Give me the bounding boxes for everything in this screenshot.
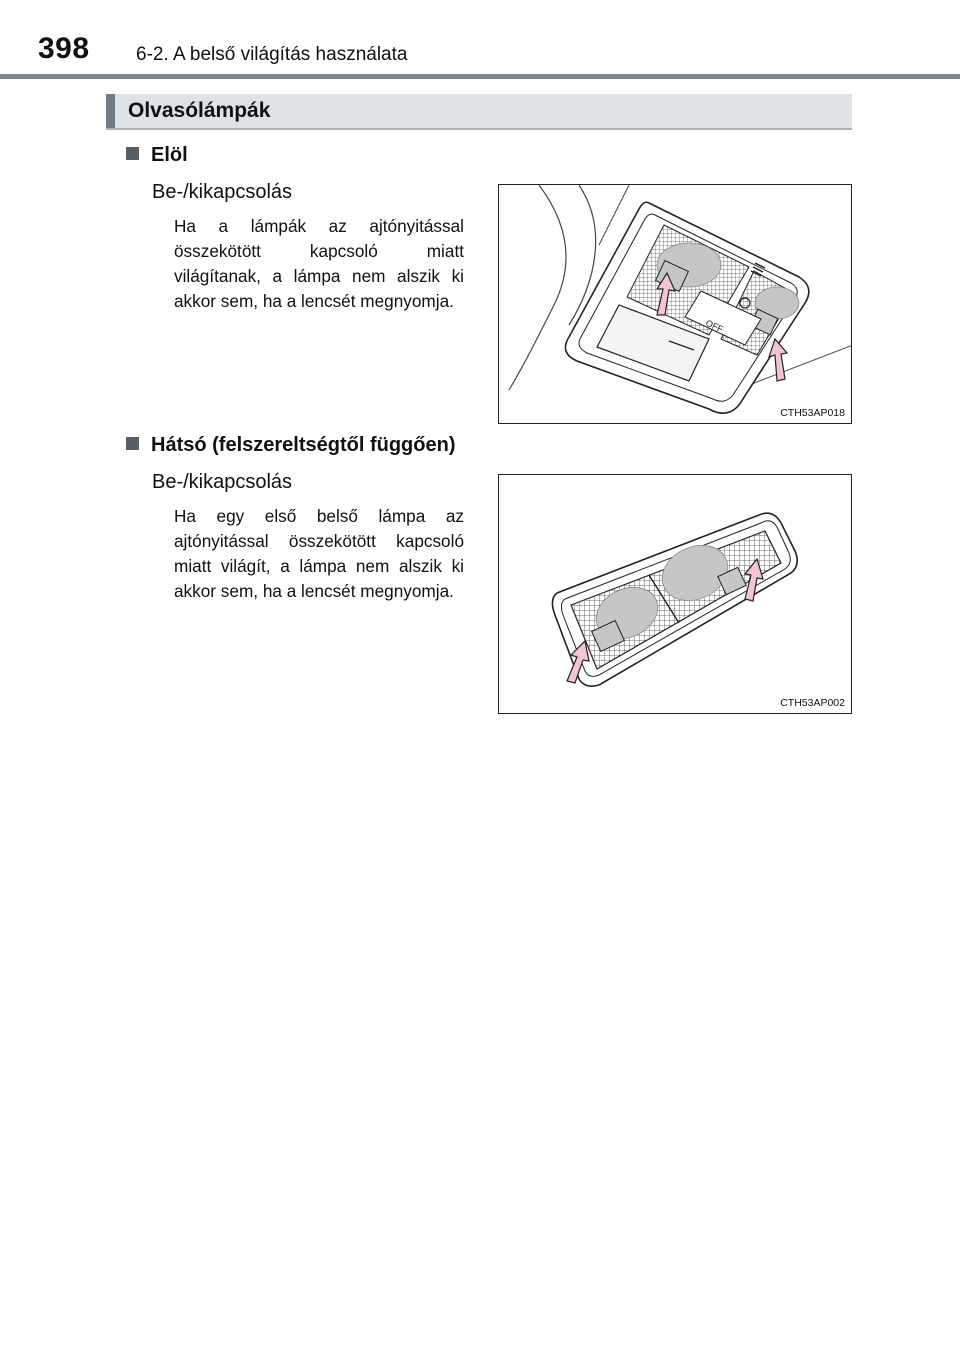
rear-lamp-illustration [499,475,852,714]
section-title: Olvasólámpák [128,99,271,122]
section-accent [106,94,115,128]
chapter-title: 6-2. A belső világítás használata [136,44,408,65]
header-rule [0,74,960,79]
off-switch-label: OFF [704,317,725,335]
square-bullet-icon [126,147,139,160]
rear-body-text: Ha egy első belső lámpa az ajtónyitással összekötött kapcsoló miatt világít, a lámpa nem alszik ki akkor sem, ha a lencsét megnyomja. [174,506,464,601]
rear-heading [126,434,455,457]
figure-code: CTH53AP002 [780,697,845,709]
rear-heading-text: Hátsó (felszereltségtől függően) [151,434,456,456]
rear-lamp-figure [498,474,852,714]
front-heading-text: Elöl [151,144,188,166]
front-body-text: Ha a lámpák az ajtónyitással összekötött kapcsoló miatt világítanak, a lámpa nem alszik ki akkor sem, ha a lencsét megnyomja. [174,216,464,311]
square-bullet-icon [126,437,139,450]
front-lamp-figure [498,184,852,424]
figure-code: CTH53AP018 [780,407,845,419]
rear-item-title: Be-/kikapcsolás [152,471,293,493]
front-lamp-illustration [499,185,852,424]
front-item-title: Be-/kikapcsolás [152,181,293,203]
front-heading [126,144,188,167]
page-number: 398 [38,32,90,65]
section-title-bar [106,94,852,130]
